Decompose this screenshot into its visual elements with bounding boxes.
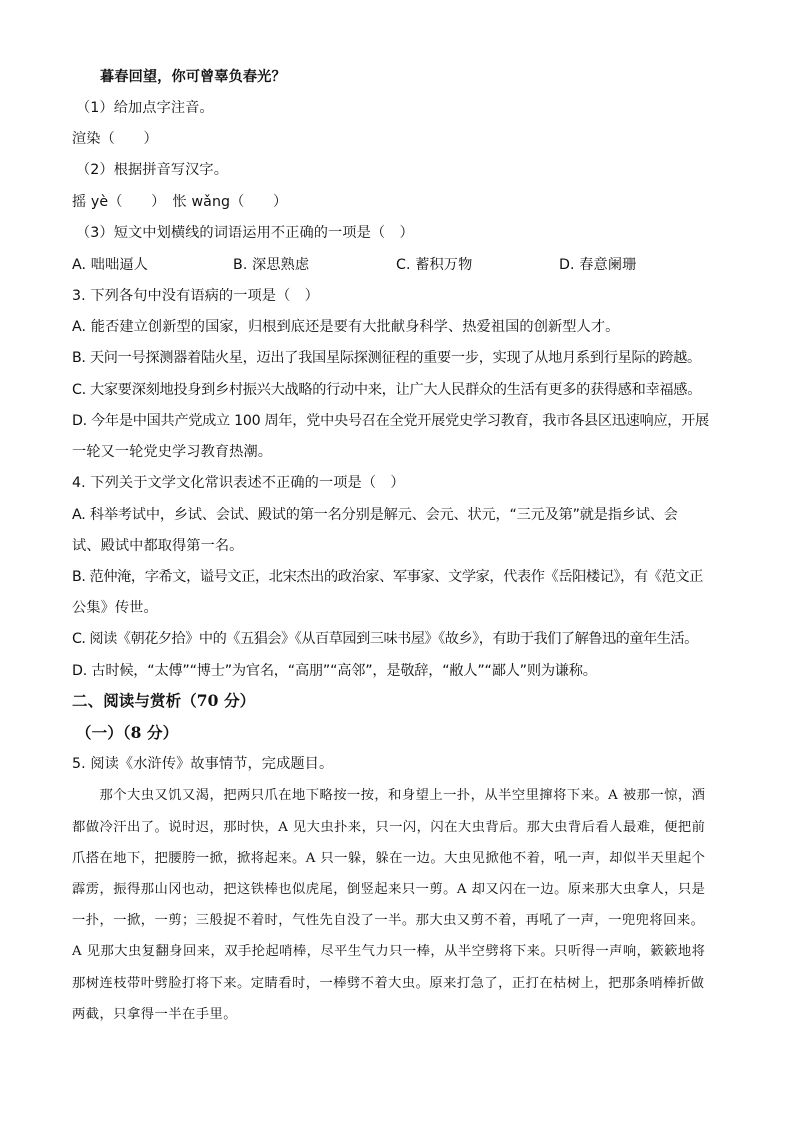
story-line-4: 霹雳，振得那山冈也动，把这铁棒也似虎尾，倒竖起来只一剪。A 却又闪在一边。原来那大虫拿人，只是 <box>72 882 706 897</box>
passage-last-line: 暮春回望，你可曾辜负春光？ <box>100 69 286 85</box>
story-line-8: 两截，只拿得一半在手里。 <box>72 1007 237 1022</box>
question-2-2: （2）根据拼音写汉字。 <box>76 162 229 178</box>
question-3-option-a: A. 能否建立创新型的国家，归根到底还是要有大批献身科学、热爱祖国的创新型人才。 <box>72 319 620 335</box>
story-line-5: 一扑，一掀，一剪；三般捉不着时，气性先自没了一半。那大虫又剪不着，再吼了一声，一兜兜将回来。 <box>72 913 705 928</box>
story-line-7: 那树连枝带叶劈脸打将下来。定睛看时，一棒劈不着大虫。原来打急了，正打在枯树上，把那条哨棒折做 <box>72 976 705 991</box>
question-4-option-c: C. 阅读《朝花夕拾》中的《五猖会》《从百草园到三味书屋》《故乡》，有助于我们了解鲁迅的童年生活。 <box>72 631 698 647</box>
question-2-3: （3）短文中划横线的词语运用不正确的一项是（ ） <box>76 225 414 241</box>
story-line-1: 那个大虫又饥又渴，把两只爪在地下略按一按，和身望上一扑，从半空里撺将下来。A 被那一惊，酒 <box>72 788 706 803</box>
question-4-option-b-line2: 公集》传世。 <box>72 600 158 616</box>
question-4-option-d: D. 古时候，“太傅”“博士”为官名，“高朋”“高邻”，是敬辞，“敝人”“鄙人”则为谦称。 <box>72 663 597 679</box>
option-b: B. 深思熟虑 <box>233 257 310 273</box>
question-2-3-options <box>72 255 724 275</box>
question-5: 5. 阅读《水浒传》故事情节，完成题目。 <box>72 756 334 772</box>
question-2-2-blanks: 摇 yè（ ） 怅 wǎng（ ） <box>72 194 288 210</box>
story-line-2: 都做冷汗出了。说时迟，那时快，A 见大虫扑来，只一闪，闪在大虫背后。那大虫背后看人最难，便把前 <box>72 820 706 835</box>
question-3: 3. 下列各句中没有语病的一项是（ ） <box>72 288 319 304</box>
story-line-3: 爪搭在地下，把腰胯一掀，掀将起来。A 只一躲，躲在一边。大虫见掀他不着，吼一声，却似半天里起个 <box>72 851 706 866</box>
question-3-option-d-line1: D. 今年是中国共产党成立 100 周年，党中央号召在全党开展党史学习教育，我市各县区迅速响应，开展 <box>72 413 709 429</box>
option-a: A. 咄咄逼人 <box>72 257 148 273</box>
option-d: D. 春意阑珊 <box>559 257 637 273</box>
story-line-6: A 见那大虫复翻身回来，双手抡起哨棒，尽平生气力只一棒，从半空劈将下来。只听得一声响，簌簌地将 <box>72 944 706 959</box>
option-c: C. 蓄积万物 <box>396 257 473 273</box>
question-2-1: （1）给加点字注音。 <box>76 100 214 116</box>
question-4: 4. 下列关于文学文化常识表述不正确的一项是（ ） <box>72 475 405 491</box>
question-4-option-a-line2: 试、殿试中都取得第一名。 <box>72 538 244 554</box>
question-3-option-b: B. 天问一号探测器着陆火星，迈出了我国星际探测征程的重要一步，实现了从地月系到行星际的跨越。 <box>72 350 701 366</box>
question-4-option-b-line1: B. 范仲淹，字希文，谥号文正，北宋杰出的政治家、军事家、文学家，代表作《岳阳楼记》，有《范文正 <box>72 569 703 585</box>
question-4-option-a-line1: A. 科举考试中，乡试、会试、殿试的第一名分别是解元、会元、状元，“三元及第”就是指乡试、会 <box>72 507 678 523</box>
subsection-1-heading: （一）（8 分） <box>76 723 179 742</box>
question-3-option-d-line2: 一轮又一轮党史学习教育热潮。 <box>72 444 273 460</box>
question-2-1-blank: 渲染（ ） <box>72 131 158 147</box>
question-3-option-c: C. 大家要深刻地投身到乡村振兴大战略的行动中来，让广大人民群众的生活有更多的获得感和幸福感。 <box>72 382 702 398</box>
section-2-heading: 二、阅读与赏析（70 分） <box>72 691 256 710</box>
